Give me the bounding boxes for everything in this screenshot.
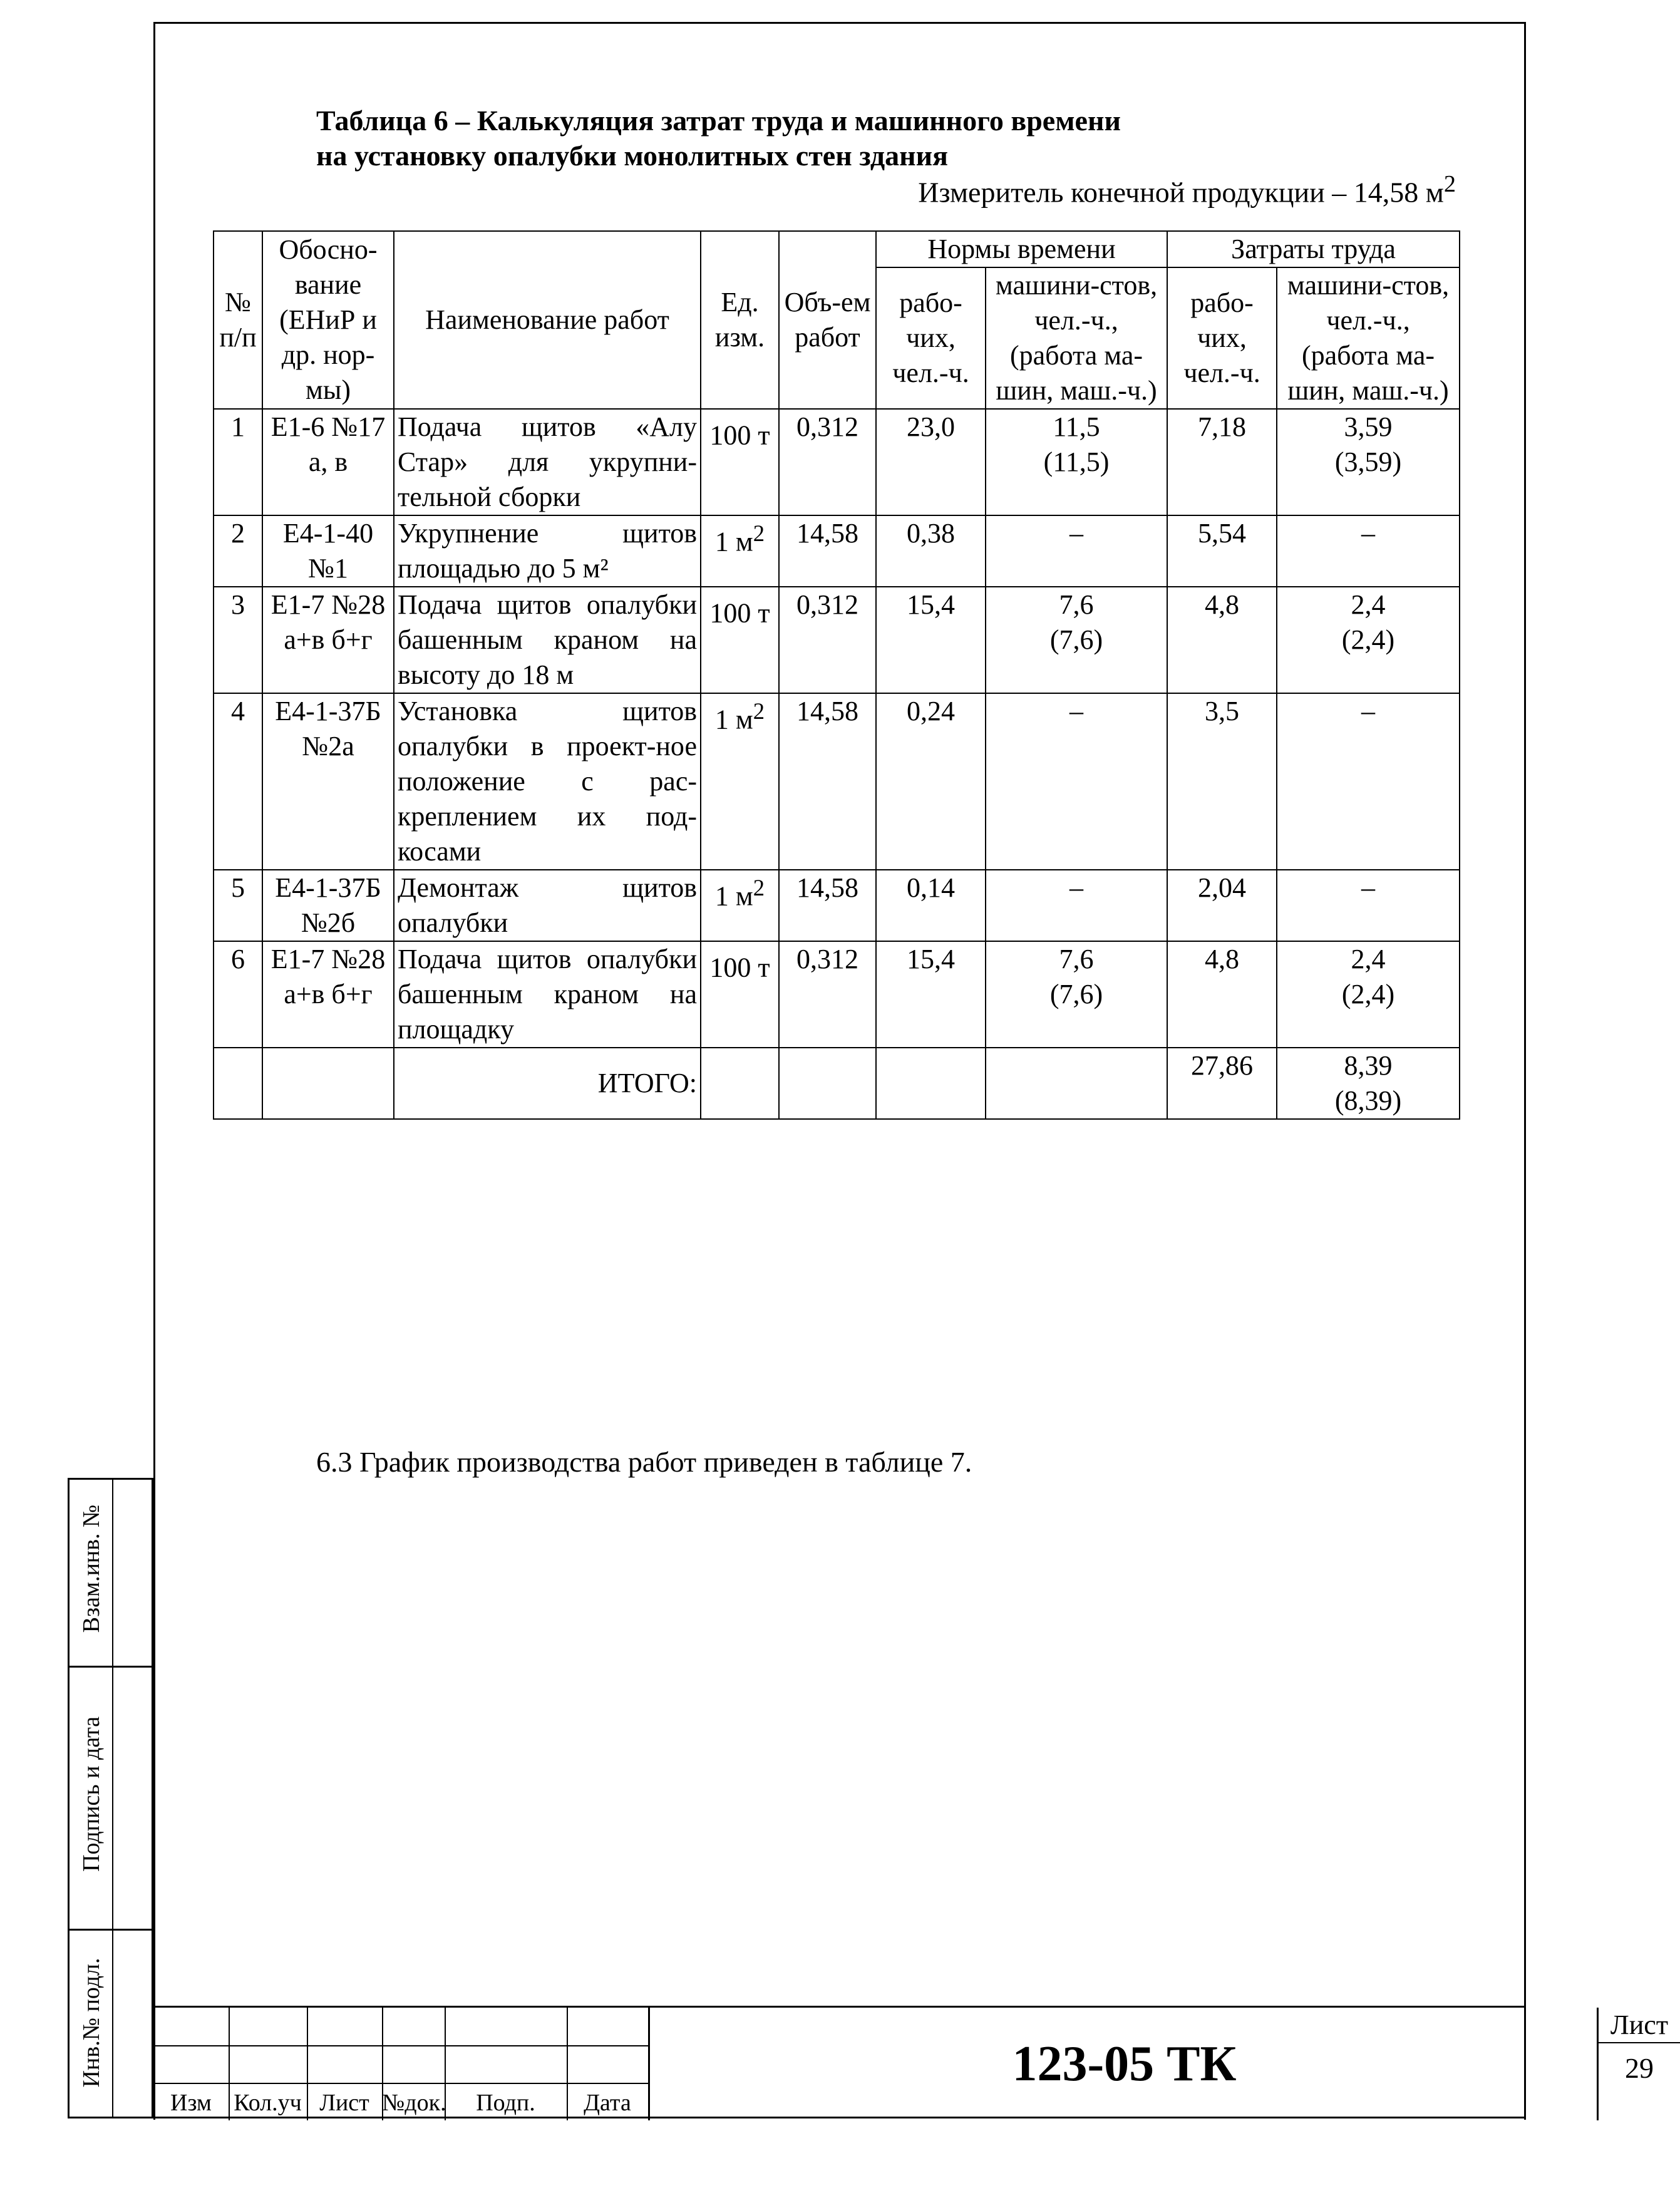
cell-basis: Е1-7 №28 а+в б+г xyxy=(262,587,394,693)
side-stamp xyxy=(68,1478,153,2118)
cell-num: 5 xyxy=(214,870,262,941)
cell-name: Демонтаж щитов опалубки xyxy=(394,870,701,941)
norm-machinists-value: 7,6 xyxy=(1059,589,1094,620)
cell-empty xyxy=(262,1048,394,1119)
cell-num: 6 xyxy=(214,941,262,1048)
total-machinists-value: 8,39 xyxy=(1344,1050,1393,1081)
table-row xyxy=(214,515,1460,587)
unit-sup: 2 xyxy=(753,698,765,724)
side-label-podpis: Подпись и дата xyxy=(78,1716,105,1872)
cell-volume: 0,312 xyxy=(779,941,876,1048)
cell-labor-machinists xyxy=(1277,941,1460,1048)
header-labor-workers: рабо-чих, чел.-ч. xyxy=(1167,267,1277,409)
table-title xyxy=(316,103,1475,173)
side-cell-podpis xyxy=(70,1668,152,1931)
grid-line xyxy=(153,2083,648,2084)
table-row xyxy=(214,409,1460,515)
labor-machinists-value: – xyxy=(1361,696,1376,726)
norm-machines-value: (7,6) xyxy=(1049,624,1103,655)
cell-labor-workers: 3,5 xyxy=(1167,693,1277,870)
cell-name: Подача щитов «Алу Стар» для укрупни-тельной сборки xyxy=(394,409,701,515)
cell-basis: Е1-7 №28 а+в б+г xyxy=(262,941,394,1048)
caption-doc-num: №док. xyxy=(382,2090,446,2116)
cell-unit xyxy=(701,941,779,1048)
cell-empty xyxy=(986,1048,1167,1119)
side-label-vzam: Взам.инв. № xyxy=(78,1504,105,1633)
cell-norm-workers: 0,38 xyxy=(876,515,986,587)
cell-norm-workers: 15,4 xyxy=(876,587,986,693)
cell-norm-machinists xyxy=(986,587,1167,693)
cell-norm-machinists xyxy=(986,693,1167,870)
header-norms: Нормы времени xyxy=(876,231,1167,267)
cell-basis: Е4-1-37Б №2б xyxy=(262,870,394,941)
cell-labor-workers: 2,04 xyxy=(1167,870,1277,941)
norm-machinists-value: – xyxy=(1069,872,1083,903)
cell-name: Подача щитов опалубки башенным краном на площадку xyxy=(394,941,701,1048)
table-row xyxy=(214,693,1460,870)
norm-machines-value: (11,5) xyxy=(1043,446,1110,477)
header-labor-machinists: машини-стов, чел.-ч., (работа ма-шин, маш.-ч.) xyxy=(1277,267,1460,409)
table-row xyxy=(214,870,1460,941)
header-volume: Объ-ем работ xyxy=(779,231,876,409)
unit-text: 100 т xyxy=(709,952,770,983)
labor-machinists-value: 2,4 xyxy=(1351,944,1386,974)
caption-list: Лист xyxy=(319,2090,369,2116)
cell-labor-machinists xyxy=(1277,409,1460,515)
cell-volume: 14,58 xyxy=(779,515,876,587)
table-row xyxy=(214,941,1460,1048)
caption-kol-uch: Кол.уч xyxy=(234,2090,302,2116)
caption-podp: Подп. xyxy=(476,2090,535,2116)
unit-text: 1 м xyxy=(714,880,753,912)
cell-norm-machinists xyxy=(986,515,1167,587)
norm-machinists-value: – xyxy=(1069,696,1083,726)
cell-norm-workers: 0,14 xyxy=(876,870,986,941)
total-row xyxy=(214,1048,1460,1119)
cell-basis: Е4-1-40 №1 xyxy=(262,515,394,587)
labor-machinists-value: 2,4 xyxy=(1351,589,1386,620)
cell-volume: 14,58 xyxy=(779,870,876,941)
header-num: № п/п xyxy=(214,231,262,409)
cell-num: 3 xyxy=(214,587,262,693)
cell-basis: Е1-6 №17 а, в xyxy=(262,409,394,515)
cell-basis: Е4-1-37Б №2а xyxy=(262,693,394,870)
cell-norm-machinists xyxy=(986,409,1167,515)
caption-data: Дата xyxy=(584,2090,631,2116)
side-label-inv: Инв.№ подл. xyxy=(78,1958,105,2088)
labor-machinists-value: 3,59 xyxy=(1344,411,1393,442)
unit-text: 100 т xyxy=(709,597,770,629)
cell-num: 1 xyxy=(214,409,262,515)
cell-name: Укрупнение щитов площадью до 5 м² xyxy=(394,515,701,587)
norm-machines-value: (7,6) xyxy=(1049,979,1103,1009)
side-cell-vzam xyxy=(70,1480,152,1668)
cell-unit xyxy=(701,587,779,693)
total-labor-workers: 27,86 xyxy=(1167,1048,1277,1119)
unit-text: 100 т xyxy=(709,420,770,451)
cell-norm-workers: 0,24 xyxy=(876,693,986,870)
cell-volume: 0,312 xyxy=(779,409,876,515)
unit-text: 1 м xyxy=(714,526,753,557)
cell-empty xyxy=(214,1048,262,1119)
cell-name: Подача щитов опалубки башенным краном на высоту до 18 м xyxy=(394,587,701,693)
cell-labor-workers: 4,8 xyxy=(1167,941,1277,1048)
cell-labor-machinists xyxy=(1277,870,1460,941)
labor-machinists-value: – xyxy=(1361,872,1376,903)
labor-machines-value: (2,4) xyxy=(1341,624,1395,655)
sheet-number: 29 xyxy=(1625,2052,1654,2084)
cell-norm-machinists xyxy=(986,941,1167,1048)
header-unit: Ед. изм. xyxy=(701,231,779,409)
cell-unit xyxy=(701,409,779,515)
caption-izm: Изм xyxy=(170,2090,212,2116)
unit-text: 1 м xyxy=(714,704,753,735)
cell-norm-workers: 15,4 xyxy=(876,941,986,1048)
header-norm-machinists: машини-стов, чел.-ч., (работа ма-шин, маш.-ч.) xyxy=(986,267,1167,409)
cell-labor-machinists xyxy=(1277,587,1460,693)
cell-labor-workers: 5,54 xyxy=(1167,515,1277,587)
total-labor-machinists xyxy=(1277,1048,1460,1119)
norm-machinists-value: 11,5 xyxy=(1053,411,1100,442)
grid-line xyxy=(153,2045,648,2046)
cell-norm-machinists xyxy=(986,870,1167,941)
unit-sup: 2 xyxy=(753,520,765,546)
cell-labor-workers: 4,8 xyxy=(1167,587,1277,693)
labor-machines-value: (2,4) xyxy=(1341,979,1395,1009)
cell-num: 2 xyxy=(214,515,262,587)
title-line-2: на установку опалубки монолитных стен здания xyxy=(316,140,949,172)
cell-num: 4 xyxy=(214,693,262,870)
cell-unit xyxy=(701,870,779,941)
measure-unit-text: Измеритель конечной продукции – 14,58 м xyxy=(918,176,1444,209)
header-norm-workers: рабо-чих, чел.-ч. xyxy=(876,267,986,409)
title-block xyxy=(153,2006,1669,2120)
bottom-border xyxy=(68,2117,1526,2118)
calculation-table xyxy=(213,230,1460,1120)
schedule-note: 6.3 График производства работ приведен в таблице 7. xyxy=(316,1446,972,1478)
measure-unit xyxy=(689,170,1456,209)
labor-machinists-value: – xyxy=(1361,518,1376,549)
cell-labor-workers: 7,18 xyxy=(1167,409,1277,515)
table-row xyxy=(214,587,1460,693)
cell-labor-machinists xyxy=(1277,693,1460,870)
revision-grid xyxy=(153,2008,648,2120)
measure-unit-sup: 2 xyxy=(1443,171,1456,197)
cell-empty xyxy=(779,1048,876,1119)
total-machines-value: (8,39) xyxy=(1334,1085,1402,1116)
cell-empty xyxy=(701,1048,779,1119)
cell-unit xyxy=(701,515,779,587)
norm-machinists-value: 7,6 xyxy=(1059,944,1094,974)
sheet-label: Лист xyxy=(1599,2008,1680,2043)
cell-name: Установка щитов опалубки в проект-ное положение с рас-креплением их под-косами xyxy=(394,693,701,870)
cell-volume: 14,58 xyxy=(779,693,876,870)
norm-machinists-value: – xyxy=(1069,518,1083,549)
cell-empty xyxy=(876,1048,986,1119)
side-cell-inv xyxy=(70,1931,152,2120)
cell-labor-machinists xyxy=(1277,515,1460,587)
unit-sup: 2 xyxy=(753,875,765,900)
header-name: Наименование работ xyxy=(394,231,701,409)
labor-machines-value: (3,59) xyxy=(1334,446,1402,477)
document-code: 123-05 ТК xyxy=(648,2008,1599,2120)
title-line-1: Таблица 6 – Калькуляция затрат труда и машинного времени xyxy=(316,105,1121,137)
sheet-box xyxy=(1597,2008,1680,2120)
header-labor: Затраты труда xyxy=(1167,231,1460,267)
header-basis: Обосно-вание (ЕНиР и др. нор-мы) xyxy=(262,231,394,409)
cell-norm-workers: 23,0 xyxy=(876,409,986,515)
cell-unit xyxy=(701,693,779,870)
total-label: ИТОГО: xyxy=(394,1048,701,1119)
cell-volume: 0,312 xyxy=(779,587,876,693)
